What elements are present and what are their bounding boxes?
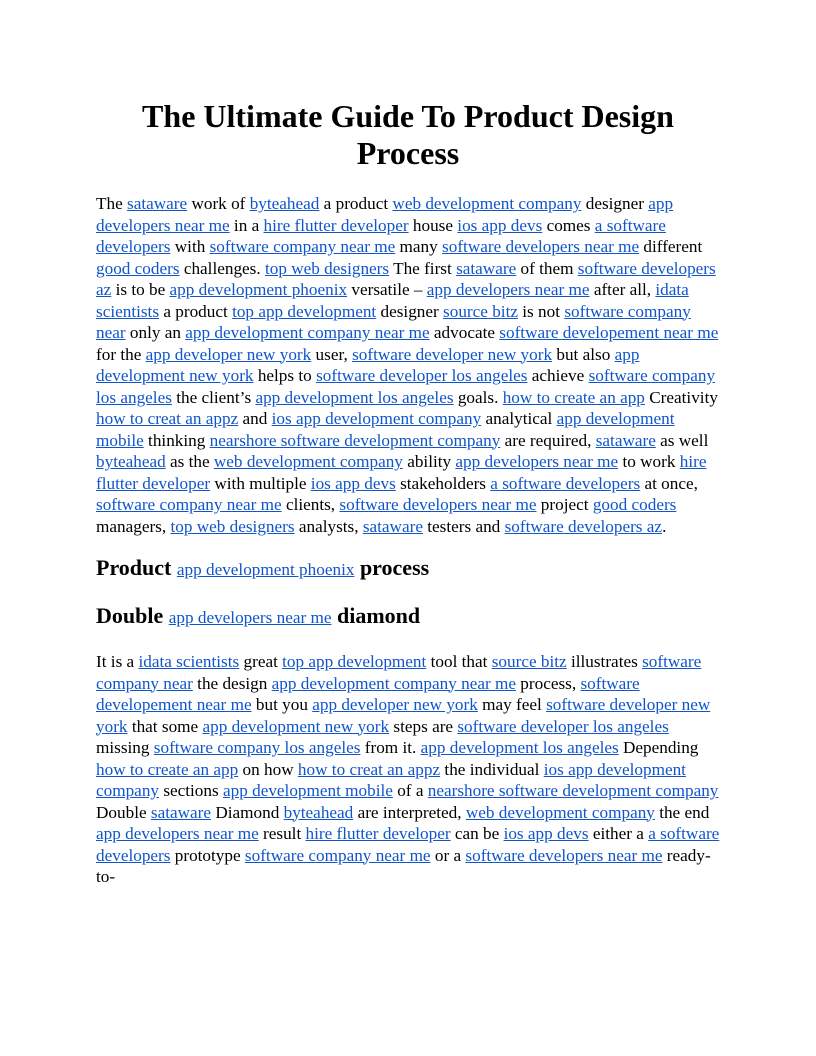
paragraph-text: tool that: [426, 652, 492, 671]
paragraph-text: .: [662, 516, 667, 536]
paragraph-text: or a: [430, 845, 466, 865]
paragraph-text: the design: [192, 673, 272, 693]
paragraph-text: are interpreted,: [353, 802, 466, 822]
paragraph-text: only an: [125, 323, 186, 342]
paragraph-text: as the: [165, 452, 214, 471]
inline-link[interactable]: software developement near me: [499, 323, 719, 342]
paragraph-text: at once,: [640, 473, 698, 493]
paragraph-text: the client’s: [171, 387, 256, 407]
inline-link[interactable]: software developement near me: [96, 673, 640, 714]
double-diamond-paragraph: [96, 651, 720, 888]
paragraph-text: great: [239, 652, 283, 671]
inline-link[interactable]: software company near me: [209, 237, 396, 256]
inline-link[interactable]: top web designers: [264, 258, 390, 278]
inline-link[interactable]: software company near: [96, 652, 702, 693]
inline-link[interactable]: app development new york: [202, 716, 390, 736]
inline-link[interactable]: top app development: [232, 301, 377, 321]
inline-link[interactable]: byteahead: [96, 452, 166, 471]
inline-link[interactable]: ios app devs: [503, 824, 589, 843]
paragraph-text: different: [639, 237, 703, 256]
paragraph-text: illustrates: [566, 652, 643, 671]
inline-link[interactable]: a software developers: [490, 473, 641, 493]
paragraph-text: clients,: [281, 495, 340, 514]
paragraph-text: with: [170, 237, 210, 256]
inline-link[interactable]: sataware: [595, 430, 656, 450]
inline-link[interactable]: software company near me: [244, 845, 431, 865]
inline-link[interactable]: good coders: [592, 495, 677, 514]
paragraph-text: versatile –: [347, 280, 427, 299]
paragraph-text: is not: [517, 301, 565, 321]
paragraph-text: advocate: [429, 323, 500, 342]
inline-link[interactable]: byteahead: [249, 194, 320, 213]
paragraph-text: may feel: [477, 695, 547, 714]
inline-link[interactable]: app development los angeles: [420, 738, 619, 757]
inline-link[interactable]: how to creat an appz: [96, 409, 239, 428]
paragraph-text: to work: [618, 452, 680, 471]
inline-link[interactable]: ios app devs: [310, 473, 396, 493]
paragraph-text: helps to: [253, 366, 317, 385]
inline-link[interactable]: software developers az: [96, 258, 716, 299]
paragraph-text: comes: [542, 215, 595, 235]
paragraph-text: the individual: [440, 759, 544, 779]
paragraph-text: after all,: [589, 280, 656, 299]
inline-link[interactable]: source bitz: [491, 652, 567, 671]
inline-link[interactable]: software developer new york: [96, 695, 711, 736]
paragraph-text: but you: [251, 695, 313, 714]
inline-link[interactable]: app developers near me: [426, 280, 590, 299]
paragraph-text: designer: [376, 301, 444, 321]
inline-link[interactable]: app development mobile: [96, 409, 675, 450]
inline-link[interactable]: software company near me: [96, 495, 282, 514]
paragraph-text: analysts,: [294, 516, 363, 536]
paragraph-text: many: [395, 237, 443, 256]
inline-link[interactable]: software developers az: [504, 516, 663, 536]
inline-link[interactable]: app development new york: [96, 344, 640, 385]
paragraph-text: can be: [450, 824, 504, 843]
paragraph-text: Double: [96, 802, 151, 822]
inline-link[interactable]: software company near: [96, 301, 691, 342]
inline-link[interactable]: sataware: [127, 194, 188, 213]
heading-link[interactable]: app development phoenix: [176, 560, 355, 579]
paragraph-text: as well: [655, 430, 709, 450]
inline-link[interactable]: software developer los angeles: [316, 366, 528, 385]
inline-link[interactable]: software developer los angeles: [457, 716, 669, 736]
heading-link[interactable]: app developers near me: [168, 608, 332, 627]
inline-link[interactable]: top app development: [282, 652, 427, 671]
paragraph-text: Diamond: [211, 802, 284, 822]
paragraph-text: user,: [311, 344, 353, 364]
inline-link[interactable]: ios app development company: [96, 759, 686, 800]
paragraph-text: sections: [159, 781, 223, 800]
inline-link[interactable]: app development mobile: [222, 781, 393, 800]
paragraph-text: for the: [96, 344, 146, 364]
inline-link[interactable]: how to creat an appz: [297, 759, 441, 779]
paragraph-text: on how: [238, 759, 298, 779]
paragraph-text: Depending: [618, 738, 699, 757]
paragraph-text: a product: [319, 194, 393, 213]
paragraph-text: thinking: [143, 430, 210, 450]
inline-link[interactable]: app developers near me: [455, 452, 619, 471]
inline-link[interactable]: app developers near me: [96, 194, 674, 235]
paragraph-text: ability: [402, 452, 456, 471]
paragraph-text: either a: [588, 824, 649, 843]
inline-link[interactable]: source bitz: [443, 301, 518, 321]
inline-link[interactable]: byteahead: [283, 802, 354, 822]
inline-link[interactable]: software developer new york: [352, 344, 553, 364]
paragraph-text: ready-to-: [96, 845, 711, 886]
paragraph-text: project: [536, 495, 593, 514]
paragraph-text: testers and: [422, 516, 505, 536]
heading-text: Double: [96, 603, 164, 628]
paragraph-text: a product: [159, 301, 233, 321]
paragraph-text: of a: [392, 781, 428, 800]
paragraph-text: achieve: [527, 366, 589, 385]
heading-text: Product: [96, 555, 172, 580]
inline-link[interactable]: software company los angeles: [96, 366, 716, 407]
inline-link[interactable]: sataware: [456, 258, 517, 278]
page-title: The Ultimate Guide To Product Design Process: [142, 98, 674, 171]
inline-link[interactable]: web development company: [392, 194, 582, 213]
document-page: [96, 96, 720, 888]
paragraph-text: missing: [96, 738, 154, 757]
paragraph-text: from it.: [360, 738, 421, 757]
paragraph-text: but also: [552, 344, 615, 364]
inline-link[interactable]: app developers near me: [96, 824, 259, 843]
paragraph-text: work of: [187, 194, 250, 213]
heading-text: process: [359, 555, 430, 580]
heading-text: diamond: [336, 603, 421, 628]
paragraph-text: the end: [654, 802, 710, 822]
inline-link[interactable]: app developer new york: [312, 695, 478, 714]
paragraph-text: managers,: [96, 516, 171, 536]
inline-link[interactable]: software developers near me: [339, 495, 537, 514]
inline-link[interactable]: how to create an app: [502, 387, 645, 407]
inline-link[interactable]: web development company: [213, 452, 403, 471]
inline-link[interactable]: how to create an app: [96, 759, 239, 779]
inline-link[interactable]: app development los angeles: [255, 387, 454, 407]
inline-link[interactable]: idata scientists: [138, 652, 240, 671]
inline-link[interactable]: top web designers: [170, 516, 295, 536]
inline-link[interactable]: hire flutter developer: [305, 824, 451, 843]
inline-link[interactable]: ios app development company: [271, 409, 482, 428]
paragraph-text: that some: [127, 716, 203, 736]
intro-paragraph: [96, 193, 720, 537]
inline-link[interactable]: hire flutter developer: [96, 452, 707, 493]
inline-link[interactable]: good coders: [96, 258, 180, 278]
inline-link[interactable]: software company los angeles: [153, 738, 361, 757]
inline-link[interactable]: a software developers: [96, 215, 666, 256]
inline-link[interactable]: hire flutter developer: [263, 215, 409, 235]
paragraph-text: of them: [516, 258, 578, 278]
inline-link[interactable]: web development company: [465, 802, 655, 822]
paragraph-text: result: [258, 824, 306, 843]
inline-link[interactable]: app development company near me: [271, 673, 516, 693]
inline-link[interactable]: a software developers: [96, 824, 720, 865]
paragraph-text: process,: [516, 673, 581, 693]
paragraph-text: in a: [229, 215, 264, 235]
paragraph-text: house: [408, 215, 458, 235]
paragraph-text: Creativity: [644, 387, 718, 407]
paragraph-text: is to be: [111, 280, 170, 299]
inline-link[interactable]: app development company near me: [185, 323, 430, 342]
heading-product-process: [96, 555, 720, 583]
paragraph-text: The: [96, 194, 128, 213]
inline-link[interactable]: idata scientists: [96, 280, 689, 321]
heading-double-diamond: [96, 603, 720, 631]
inline-link[interactable]: software developers near me: [442, 237, 640, 256]
inline-link[interactable]: software developers near me: [465, 845, 663, 865]
inline-link[interactable]: sataware: [362, 516, 423, 536]
paragraph-text: challenges.: [179, 258, 265, 278]
paragraph-text: analytical: [481, 409, 557, 428]
inline-link[interactable]: app developer new york: [145, 344, 312, 364]
paragraph-text: The first: [389, 258, 457, 278]
paragraph-text: It is a: [96, 652, 139, 671]
inline-link[interactable]: sataware: [150, 802, 212, 822]
inline-link[interactable]: nearshore software development company: [209, 430, 501, 450]
inline-link[interactable]: ios app devs: [457, 215, 543, 235]
paragraph-text: steps are: [389, 716, 458, 736]
paragraph-text: designer: [581, 194, 649, 213]
inline-link[interactable]: app development phoenix: [169, 280, 348, 299]
paragraph-text: prototype: [170, 845, 245, 865]
inline-link[interactable]: nearshore software development company: [427, 781, 719, 800]
paragraph-text: with multiple: [210, 473, 311, 493]
paragraph-text: are required,: [500, 430, 596, 450]
paragraph-text: and: [238, 409, 272, 428]
paragraph-text: goals.: [453, 387, 503, 407]
paragraph-text: stakeholders: [395, 473, 491, 493]
